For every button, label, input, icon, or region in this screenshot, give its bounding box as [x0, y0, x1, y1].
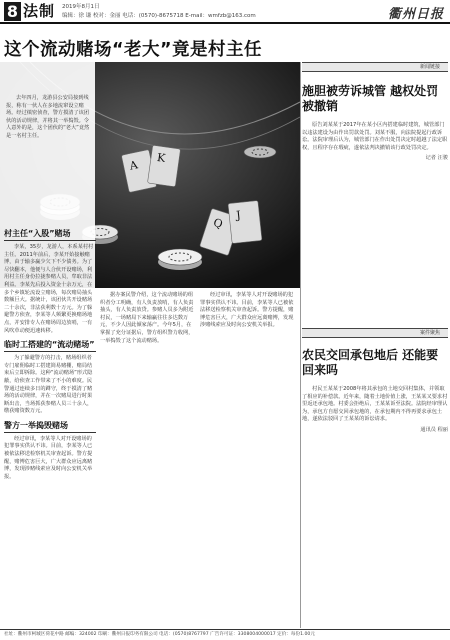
article-2-author: 通讯员 程丽 [420, 426, 448, 433]
article-1 [302, 84, 448, 161]
body-column-3 [200, 292, 296, 330]
page-footer: 社址：衢州市柯城区荷花中路 邮编：324002 印刷：衢州日报印务有限公司 电话：(0570)8767797 广告许可证：3308004000017 定价：每份1.00元 [0, 629, 450, 640]
section-2-text: 为了躲避警方的打击，赌场组织者专门雇佣临时工搭建简易赌棚，赌局结束后立即拆除。这种“流动赌场”形式隐蔽，给侦查工作带来了不小的难度。民警通过连续多日的蹲守，终于摸清了赌场的活动规律，并在一次赌局进行时果断出击，当场抓获参赌人员三十余人，缴获赌资数万元。 [4, 355, 93, 415]
column-divider [300, 62, 301, 628]
article-2-body: 村民王某某于2008年将其承包的土地交回村集体，并领取了相应的补偿款。近年来，随着土地价值上涨，王某某又要求村里返还承包地。村委会拒绝后，王某某诉至法院。法院经审理认为，承包方自愿交回承包地的，在承包期内不得再要求承包土地，遂依法驳回了王某某的诉讼请求。 [302, 386, 448, 423]
article-1-title: 施胆被劳诉城管 越权处罚被撤销 [302, 84, 439, 113]
section-3-text: 经过审讯，李某等人对开设赌场的犯罪事实供认不讳。目前，李某等人已被依法移送检察机关审查起诉。警方提醒，赌博危害巨大，广大群众应远离赌博，发现涉赌线索应及时向公安机关举报。 [4, 435, 93, 480]
section-name: 法制 [23, 2, 56, 20]
intro-paragraph: 去年四月，龙游县公安局接到线报，称有一伙人在多地流窜设立赌场。经过缜密侦查，警方摸清了该团伙的活动规律，并将其一举捣毁。令人意外的是，这个团伙的“老大”竟然是一名村主任。 [6, 95, 90, 139]
article-2-title: 农民交回承包地后 还能要回来吗 [302, 348, 439, 377]
article-label-bar: 新闻链接 [302, 62, 448, 72]
subheading-temp-workers: 临时工搭建的“流动赌场” [4, 339, 96, 352]
section-number: 8 [4, 2, 21, 21]
subheading-village-head: 村主任“入股”赌场 [4, 228, 96, 241]
svg-text:A: A [128, 158, 139, 173]
section-3-text-continued: 经过审讯，李某等人对开设赌场的犯罪事实供认不讳。目前，李某等人已被依法移送检察机关审查起诉。警方提醒，赌博危害巨大，广大群众应远离赌博，发现涉赌线索应及时向公安机关举报。 [200, 292, 294, 329]
svg-text:K: K [156, 151, 167, 166]
section-1-text: 李某，35岁，龙游人，本系某村村主任。2011年前后，李某开始接触赌博，由于输多赢少欠下不少债务。为了尽快翻本，他便与人合伙开设赌场，利用村主任身份拉拢参赌人员，牟取非法利益。李某先后投入资金十余万元，在多个乡镇轮流设立赌场，每次赌局抽头数额巨大。据统计，该团伙共开设赌场二十余次，非法获利数十万元。为了躲避警方侦查，李某等人频繁更换赌场地点，并安排专人在赌场周边放哨，一有风吹草动便迅速转移。 [4, 244, 94, 334]
middle-text: 据办案民警介绍，这个流动赌场的组织者分工明确，有人负责放哨，有人负责抽头，有人负责放贷。参赌人员多为附近村民，一场赌局下来输赢往往多达数万元，不少人因此倾家荡产。今年5月，在掌握了充分证据后，警方组织警力收网，一举捣毁了这个流动赌场。 [100, 292, 194, 344]
paper-logo: 衢州日报 [387, 7, 444, 22]
body-column-1 [4, 224, 96, 481]
article-1-body: 原告刘某某于2017年在某小区内搭建临时建筑，城管部门以违法建设为由作出罚款处罚。刘某不服，向法院提起行政诉讼。法院审理后认为，城管部门在作出处罚决定时超越了法定职权，且程序存在瑕疵，遂依法判决撤销该行政处罚决定。 [302, 122, 448, 151]
main-headline: 这个流动赌场“老大”竟是村主任 [4, 40, 263, 60]
contact-line: 编辑：徐 谦 校对：金丽 电话：(0570)-8675718 E-mail：wmfzb@163.com [62, 13, 256, 19]
svg-text:J: J [235, 208, 242, 222]
right-column-lower [302, 328, 448, 433]
svg-text:Q: Q [211, 215, 225, 232]
article-label-bar-2: 案件聚焦 [302, 328, 448, 338]
subheading-police-raid: 警方一举捣毁赌场 [4, 420, 96, 433]
date-editor-line: 2019年8月1日 [62, 4, 100, 10]
article-1-author: 记者 汪骏 [425, 155, 448, 162]
article-2 [302, 348, 448, 433]
body-column-2 [100, 292, 196, 345]
right-column [302, 62, 448, 161]
